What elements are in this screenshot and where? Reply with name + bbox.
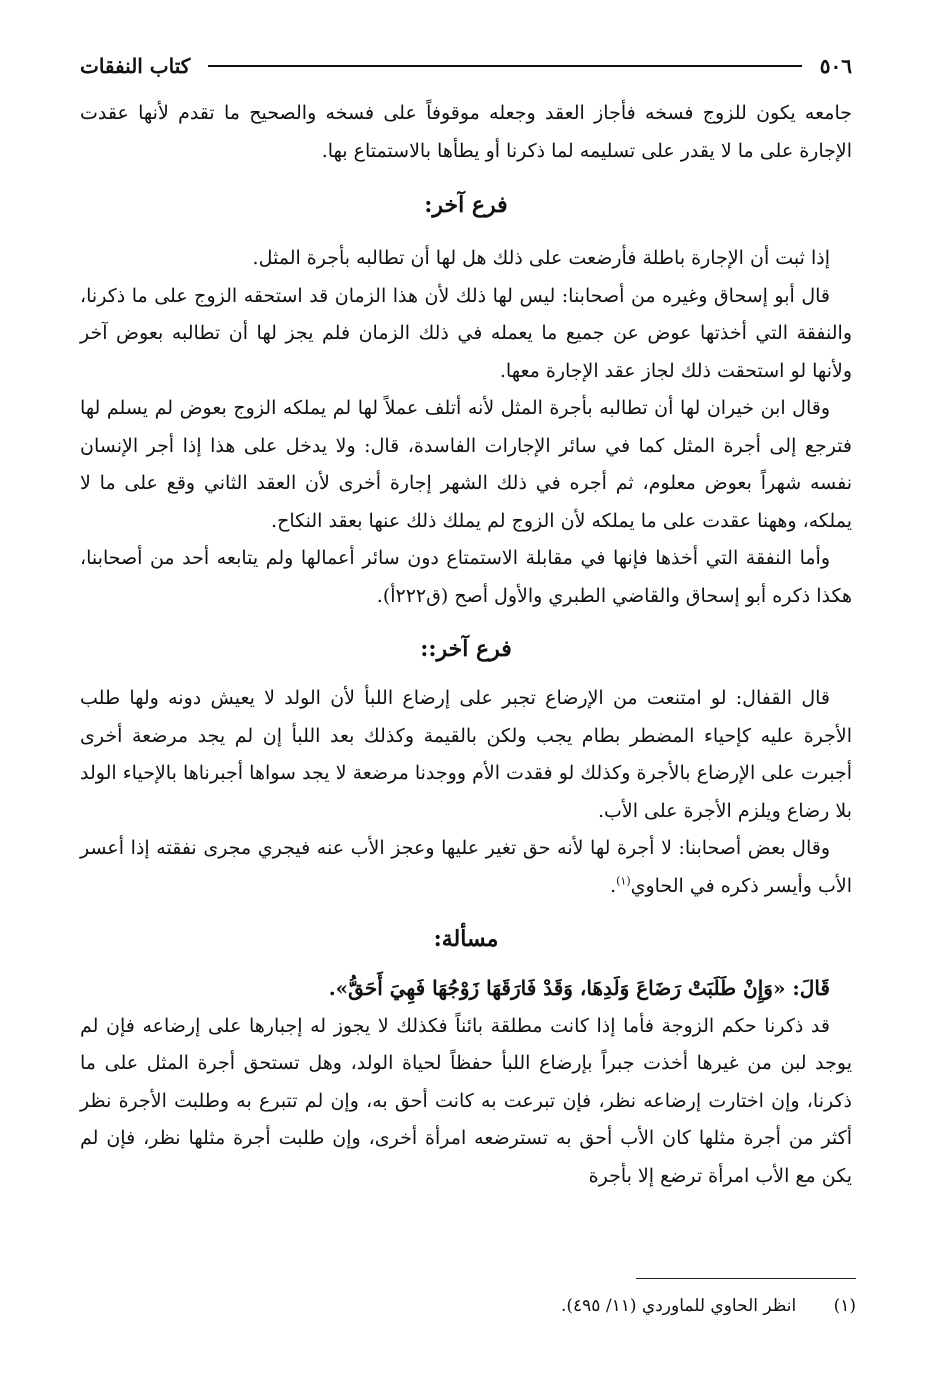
header-rule (208, 65, 801, 67)
page-header (80, 48, 852, 84)
footnote (96, 1292, 856, 1320)
section-heading: فرع آخر: (424, 192, 508, 218)
footnote-reference[interactable]: (١) (616, 874, 631, 888)
paragraph: قال أبو إسحاق وغيره من أصحابنا: ليس لها ذلك لأن هذا الزمان قد استحقه الزوج على ما ذكرنا، والنفقة التي أخذتها عوض عن جميع ما يعمله في ذلك الزمان فلم يجز لها أن تطالبه بعوض آخر ولأنها لو استحقت ذلك لجاز عقد الإجارة معها. (80, 284, 852, 382)
footnote-number: (١) (833, 1296, 856, 1316)
page-body (80, 95, 852, 1195)
quoted-text-line (80, 970, 852, 1008)
book-title: كتاب النفقات (80, 54, 191, 78)
paragraph-text: وقال بعض أصحابنا: لا أجرة لها لأنه حق تغير عليها وعجز الأب عنه فيجري مجرى نفقته إذا أعسر الأب وأيسر ذكره في الحاوي (80, 837, 852, 897)
paragraph-end: . (610, 874, 617, 897)
paragraph: وقال ابن خيران لها أن تطالبه بأجرة المثل لأنه أتلف عملاً لها لم يملكه الزوج بعوض لم يسلم لها فترجع إلى أجرة المثل كما في سائر الإجارات الفاسدة، قال: ولا يدخل على هذا إذا أجر الإنسان نفسه شهراً بعوض معلوم، ثم أجره في ذلك الشهر إجارة أخرى لأن العقد الثاني وقع على ما لا يملكه، وههنا عقدت على ما يملكه لأن الزوج لم يملك ذلك عنها بعقد النكاح. (80, 397, 852, 532)
paragraph (80, 830, 852, 905)
paragraph: إذا ثبت أن الإجارة باطلة فأرضعت على ذلك هل لها أن تطالبه بأجرة المثل. (252, 247, 830, 269)
paragraph: وأما النفقة التي أخذها فإنها في مقابلة الاستمتاع دون سائر أعمالها ولم يتابعه أحد من أصحابنا، هكذا ذكره أبو إسحاق والقاضي الطبري والأول أصح (ق٢٢٢أ). (80, 547, 852, 607)
paragraph: قد ذكرنا حكم الزوجة فأما إذا كانت مطلقة بائناً فكذلك لا يجوز له إجبارها على إرضاعه فإن لم يوجد لبن من غيرها أخذت جبراً بإرضاع اللبأ حفظاً لحياة الولد، وهل تستحق أجرة المثل على ما ذكرنا، وإن اختارت إرضاعه نظر، فإن تبرعت به كانت أحق به، وإن لم تتبرع به وطلبت الأجرة نظر أكثر من أجرة مثلها كان الأب أحق به تسترضعه امرأة أخرى، وإن طلبت أجرة مثلها نظر، فإن لم يكن مع الأب امرأة ترضع إلا بأجرة (80, 1014, 852, 1187)
footnote-text: انظر الحاوي للماوردي (١١/ ٤٩٥). (561, 1296, 797, 1316)
quote-lead: قَالَ: (792, 976, 830, 1000)
paragraph: جامعه يكون للزوج فسخه فأجاز العقد وجعله موقوفاً على فسخه والصحيح ما تقدم لأنها عقدت الإجارة على ما لا يقدر على تسليمه لما ذكرنا أو يطأها بالاستمتاع بها. (80, 102, 852, 162)
paragraph: قال القفال: لو امتنعت من الإرضاع تجبر على إرضاع اللبأ لأن الولد لا يعيش دونه ولها طلب الأجرة عليه كإحياء المضطر بطام يجب ولكن بالقيمة وكذلك بعد اللبأ إن لم يجد مرضعة أخرى أجبرت على الإرضاع بالأجرة وكذلك لو فقدت الأم ووجدنا مرضعة لا يجد سواها أجبرناها بالإحياء الولد بلا رضاع ويلزم الأجرة على الأب. (80, 687, 852, 822)
page-number: ٥٠٦ (819, 54, 852, 78)
section-heading: مسألة: (433, 926, 499, 952)
section-heading: فرع آخر:: (420, 636, 512, 662)
footnote-separator (636, 1278, 856, 1279)
quoted-text: «وَإِنْ طَلَبَتْ رَضَاعَ وَلَدِهَا، وَقَدْ فَارَقَهَا زَوْجُهَا فَهِيَ أَحَقُّ». (328, 976, 786, 1000)
